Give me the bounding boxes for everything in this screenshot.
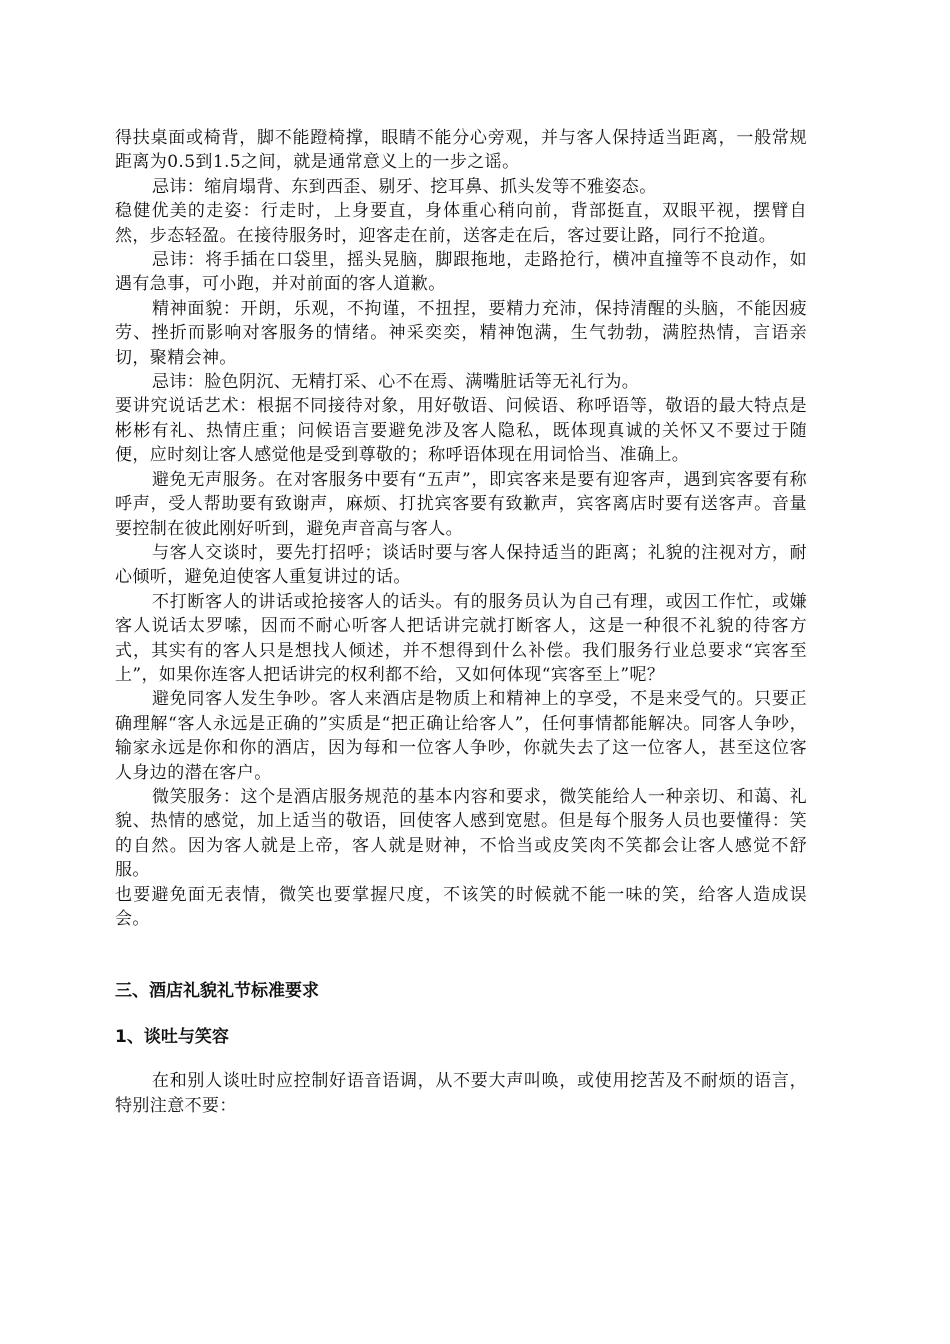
section-heading: 三、酒店礼貌礼节标准要求 [115,981,319,1002]
body-paragraph: 也要避免面无表情，微笑也要掌握尺度，不该笑的时候就不能一味的笑，给客人造成误会。 [115,884,807,929]
final-paragraph: 在和别人谈吐时应控制好语音语调，从不要大声叫唤，或使用挖苦及不耐烦的语言，特别注意不要： [115,1071,807,1116]
document-page [115,126,807,1118]
body-paragraph: 精神面貌：开朗，乐观，不拘谨，不扭捏，要精力充沛，保持清醒的头脑，不能因疲劳、挫折而影响对客服务的情绪。神采奕奕，精神饱满，生气勃勃，满腔热情，言语亲切，聚精会神。 [115,298,807,368]
body-paragraph: 忌讳：将手插在口袋里，摇头晃脑，脚跟拖地，走路抢行，横冲直撞等不良动作，如遇有急事，可小跑，并对前面的客人道歉。 [115,250,807,295]
body-paragraph: 忌讳：脸色阴沉、无精打采、心不在焉、满嘴脏话等无礼行为。 [152,372,640,393]
body-paragraphs [115,126,807,931]
body-paragraph: 忌讳：缩肩塌背、东到西歪、剔牙、挖耳鼻、抓头发等不雅姿态。 [152,176,657,197]
body-paragraph: 得扶桌面或椅背，脚不能蹬椅撑，眼睛不能分心旁观，并与客人保持适当距离，一般常规距离为0.5到1.5之间，就是通常意义上的一步之谣。 [115,128,807,173]
body-paragraph: 不打断客人的讲话或抢接客人的话头。有的服务员认为自己有理，或因工作忙，或嫌客人说话太罗嗦，因而不耐心听客人把话讲完就打断客人，这是一种很不礼貌的待客方式，其实有的客人只是想找人倾述，并不想得到什么补偿。我们服务行业总要求“宾客至上”，如果你连客人把话讲完的权利都不给，又如何体现“宾客至上”呢？ [115,591,807,685]
body-paragraph: 避免同客人发生争吵。客人来酒店是物质上和精神上的享受，不是来受气的。只要正确理解“客人永远是正确的”实质是“把正确让给客人”，任何事情都能解决。同客人争吵，输家永远是你和你的酒店，因为每和一位客人争吵，你就失去了这一位客人，甚至这位客人身边的潜在客户。 [115,689,807,783]
body-paragraph: 稳健优美的走姿：行走时，上身要直，身体重心稍向前，背部挺直，双眼平视，摆臂自然，步态轻盈。在接待服务时，迎客走在前，送客走在后，客过要让路，同行不抢道。 [115,201,807,246]
body-paragraph: 要讲究说话艺术：根据不同接待对象，用好敬语、问候语、称呼语等，敬语的最大特点是彬彬有礼、热情庄重；问候语言要避免涉及客人隐私，既体现真诚的关怀又不要过于随便，应时刻让客人感觉他是受到尊敬的；称呼语体现在用词恰当、准确上。 [115,396,807,466]
subsection-heading: 1、谈吐与笑容 [115,1027,229,1048]
body-paragraph: 避免无声服务。在对客服务中要有“五声”，即宾客来是要有迎客声，遇到宾客要有称呼声，受人帮助要有致谢声，麻烦、打扰宾客要有致歉声，宾客离店时要有送客声。音量要控制在彼此刚好听到，避免声音高与客人。 [115,469,807,539]
body-paragraph: 与客人交谈时，要先打招呼；谈话时要与客人保持适当的距离；礼貌的注视对方，耐心倾听，避免迫使客人重复讲过的话。 [115,542,807,588]
body-paragraph: 微笑服务：这个是酒店服务规范的基本内容和要求，微笑能给人一种亲切、和蔼、礼貌、热情的感觉，加上适当的敬语，回使客人感到宽慰。但是每个服务人员也要懂得：笑的自然。因为客人就是上帝，客人就是财神，不恰当或皮笑肉不笑都会让客人感觉不舒服。 [115,786,807,881]
